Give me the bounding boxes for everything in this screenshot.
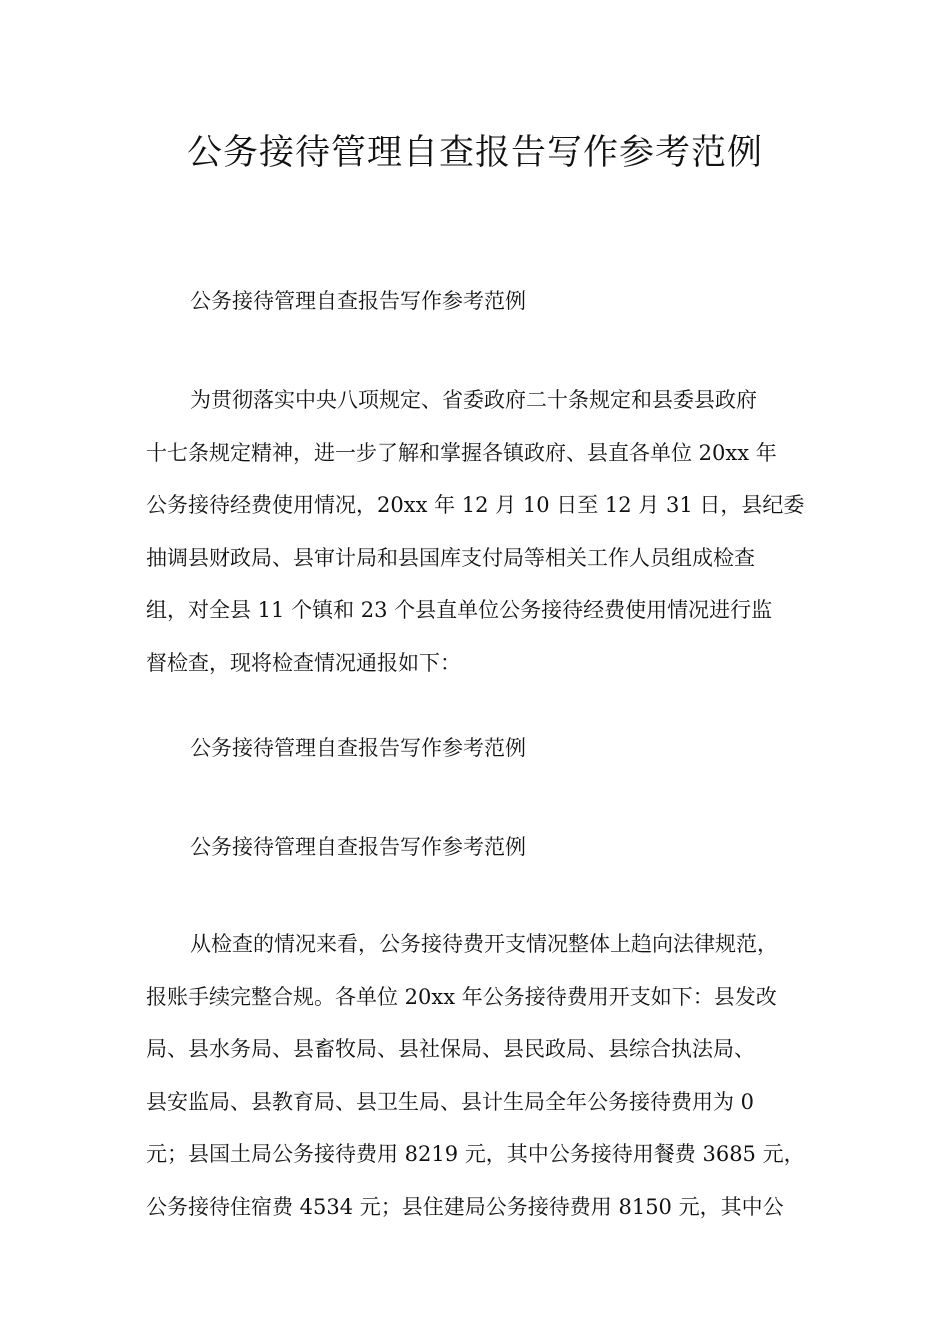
paragraph-2-line: 元；县国土局公务接待费用 8219 元，其中公务接待用餐费 3685 元， xyxy=(146,1142,805,1166)
paragraph-2 xyxy=(146,918,818,1233)
paragraph-2-line: 报账手续完整合规。各单位 20xx 年公务接待费用开支如下：县发改 xyxy=(146,984,777,1009)
paragraph-2-line: 局、县水务局、县畜牧局、县社保局、县民政局、县综合执法局、 xyxy=(146,1037,755,1061)
paragraph-1-line: 为贯彻落实中央八项规定、省委政府二十条规定和县委县政府 xyxy=(190,388,757,412)
paragraph-2-line: 公务接待住宿费 4534 元；县住建局公务接待费用 8150 元，其中公 xyxy=(146,1194,784,1219)
paragraph-1-line: 抽调县财政局、县审计局和县国库支付局等相关工作人员组成检查 xyxy=(146,545,755,570)
paragraph-2-line: 从检查的情况来看，公务接待费开支情况整体上趋向法律规范， xyxy=(190,932,778,956)
paragraph-1-line: 十七条规定精神，进一步了解和掌握各镇政府、县直各单位 20xx 年 xyxy=(146,440,777,465)
paragraph-1-line: 督检查，现将检查情况通报如下： xyxy=(146,650,461,675)
document-title: 公务接待管理自查报告写作参考范例 xyxy=(186,133,763,173)
paragraph-1-line: 公务接待经费使用情况，20xx 年 12 月 10 日至 12 月 31 日，县纪委 xyxy=(146,493,805,517)
subheading-2: 公务接待管理自查报告写作参考范例 xyxy=(190,736,526,760)
subheading-3: 公务接待管理自查报告写作参考范例 xyxy=(190,835,526,859)
subheading-1: 公务接待管理自查报告写作参考范例 xyxy=(190,289,526,313)
paragraph-1 xyxy=(146,374,818,689)
paragraph-1-line: 组，对全县 11 个镇和 23 个县直单位公务接待经费使用情况进行监 xyxy=(146,598,773,622)
paragraph-2-line: 县安监局、县教育局、县卫生局、县计生局全年公务接待费用为 0 xyxy=(146,1089,755,1114)
